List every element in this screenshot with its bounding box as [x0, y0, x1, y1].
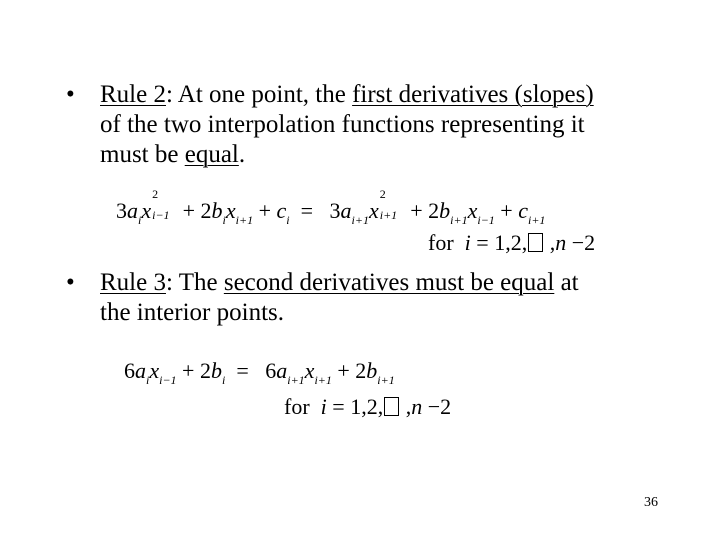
rule-2-line2: of the two interpolation functions representing it: [100, 111, 585, 138]
equation-second-derivative: $6a_ix_{i-1} + 2b_i$ = $6a_{i+1}x_{i+1} + 2b_{i+1}$: [124, 358, 395, 387]
rule-3-line2: the interior points.: [100, 299, 284, 326]
rule-3-emphasis: second derivatives must be equal: [223, 269, 555, 296]
rule-2-label: Rule 2: [100, 81, 166, 108]
rule-2-equal: equal: [184, 141, 239, 168]
rule-3-text: [100, 268, 579, 328]
rule-2-text-part1: : At one point, the: [165, 81, 353, 108]
equation-first-derivative-condition: for i = 1,2, ,n −2: [428, 230, 596, 255]
rule-2-text: [100, 80, 594, 170]
bullet-marker: •: [66, 81, 75, 108]
rule-2-text-part3: must be: [100, 141, 185, 168]
rule-3-text-part1: : The: [165, 269, 224, 296]
equation-second-derivative-condition: for i = 1,2, ,n −2: [284, 394, 452, 419]
rule-2-end: .: [238, 141, 246, 168]
rule-3-label: Rule 3: [100, 269, 166, 296]
rule-3-bullet: [66, 268, 686, 338]
equation-first-derivative: $3a_ix$ 2 i−1 + $2b_ix_{i+1} + c_i$ = $3a_{i+1}x$ 2 i+1 + $2b_{i+1}x_{i-1} + c_{i+1}$: [116, 187, 546, 227]
ellipsis-placeholder-glyph: [528, 233, 543, 252]
page-number: 36: [644, 495, 658, 510]
bullet-marker: •: [66, 269, 75, 296]
ellipsis-placeholder-glyph: [384, 397, 399, 416]
rule-3-text-part2: at: [554, 269, 579, 296]
rule-2-emphasis: first derivatives (slopes): [352, 81, 594, 108]
rule-2-bullet: [66, 80, 686, 180]
